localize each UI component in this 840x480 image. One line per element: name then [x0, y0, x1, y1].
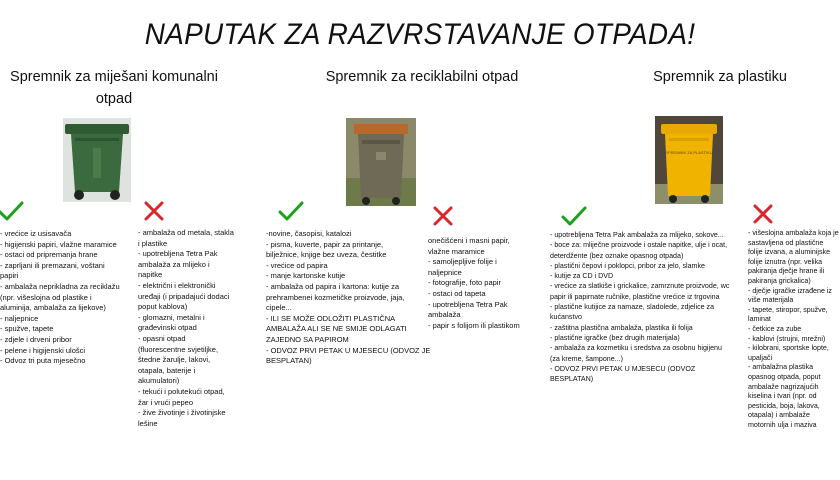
list-item: - opasni otpad	[138, 333, 186, 343]
list-item: - boce za: mliječne proizvode i ostale napitke, ulje i ocat,	[550, 241, 728, 250]
list-item: - električni i elektronički	[138, 280, 216, 290]
green-waste-bin-image	[63, 118, 131, 202]
list-item: - kutije za CD i DVD	[550, 272, 614, 281]
list-item: prehrambenei kozmetičke proizvode, jaja,	[266, 292, 405, 302]
page-title: NAPUTAK ZA RAZVRSTAVANJE OTPADA!	[144, 18, 696, 51]
list-item: -novine, časopisi, katalozi	[266, 229, 352, 238]
list-item: kućanstvo	[550, 313, 582, 322]
list-item: - vrećice od papira	[266, 260, 328, 270]
list-item: - higijenski papiri, vlažne maramice	[0, 239, 117, 249]
list-item: folije izvana, a aluminijske	[748, 248, 831, 257]
list-item: deterdžente (bez oznake opasnog otpada)	[550, 251, 684, 260]
heading-mixed-waste-line1: Spremnik za miješani komunalni	[10, 69, 218, 85]
plastic-allowed-list	[550, 230, 748, 384]
list-item: žar i vrući pepeo	[138, 397, 194, 407]
list-item: - upotrebljena Tetra Pak	[428, 299, 508, 309]
list-item: - ostaci od tapeta	[428, 288, 486, 298]
allowed-check-icon-plastic	[561, 205, 587, 227]
list-item: otapala, baterije i	[138, 365, 196, 375]
list-item: - zaprljani ili premazani, voštani	[0, 260, 105, 270]
list-item: upaljači	[748, 353, 773, 362]
list-item: - fotografije, foto papir	[428, 278, 501, 288]
list-item: cipele...	[266, 303, 292, 313]
list-item: - glomazni, metalni i	[138, 312, 205, 322]
list-item: - ILI SE MOŽE ODLOŽITI PLASTIČNA	[266, 313, 396, 323]
list-item: papiri	[0, 271, 19, 281]
list-item: - ambalaža od metala, stakla	[138, 228, 234, 237]
bin-label: SPREMNIK ZA PLASTIKU	[665, 150, 713, 155]
list-item: - ambalaža neprikladna za reciklažu	[0, 281, 120, 291]
list-item: motornih ulja i maziva	[748, 420, 817, 429]
list-item: pakiranja grickalica)	[748, 276, 811, 285]
list-item: folije iznutra (npr. velika	[748, 257, 823, 266]
recyclable-allowed-list	[266, 229, 432, 367]
list-item: - plastični čepovi i poklopci, pribor za jelo, slamke	[550, 261, 705, 270]
recycling-waste-bin-image	[346, 118, 416, 206]
heading-mixed-waste	[0, 66, 228, 110]
list-item: više materijala	[748, 296, 794, 305]
list-item: bilježnice, knjige bez uveza, čestitke	[266, 250, 387, 260]
allowed-check-icon-recyclable	[278, 200, 304, 222]
forbidden-cross-icon-mixed	[143, 200, 165, 222]
list-item: papir ili papirnate ručnike, plastične vrećice iz trgovina	[550, 292, 720, 301]
yellow-plastic-bin-image	[655, 116, 723, 204]
list-item: poput kablova)	[138, 302, 188, 312]
heading-plastic-waste: Spremnik za plastiku	[653, 69, 787, 85]
list-item: - ambalažna plastika	[748, 363, 814, 372]
list-item: BESPLATAN)	[550, 375, 594, 384]
list-item: aluminija, ambalaža za lijekove)	[0, 303, 106, 313]
list-item: - upotrebljena Tetra Pak	[138, 249, 218, 259]
list-item: - manje kartonske kutije	[266, 271, 346, 281]
list-item: štedne žarulje, lakovi,	[138, 355, 211, 365]
list-item: pesticida, boja, lakova,	[748, 401, 820, 410]
list-item: - ODVOZ PRVI PETAK U MJESECU (ODVOZ JE	[266, 345, 431, 355]
list-item: - zdjele i drveni pribor	[0, 334, 72, 344]
list-item: - plastične igračke (bez drugih materijala)	[550, 333, 680, 342]
list-item: sastavljena od plastične	[748, 238, 824, 247]
list-item: laminat	[748, 315, 771, 324]
recyclable-forbidden-list	[428, 236, 548, 331]
list-item: - višeslojna ambalaža koja je	[748, 229, 839, 237]
list-item: akumulatori)	[138, 376, 180, 386]
list-item: (fluorescentne svjetiljke,	[138, 344, 219, 354]
list-item: ZAJEDNO SA PAPIROM	[266, 334, 349, 344]
list-item: - kilobrani, sportske lopte,	[748, 344, 829, 353]
list-item: - plastične kutijice za namaze, sladolede, zdjelice za	[550, 303, 715, 312]
list-item: - naljepnice	[0, 313, 39, 323]
heading-recyclable-waste: Spremnik za reciklabilni otpad	[325, 69, 519, 85]
list-item: vlažne maramice	[428, 246, 485, 256]
list-item: - žive životinje i životinjske	[138, 408, 226, 418]
list-item: ambalaža	[428, 310, 461, 320]
allowed-check-icon-mixed	[0, 200, 24, 222]
list-item: lešine	[138, 418, 158, 428]
list-item: - dječje igračke izrađene iz	[748, 286, 832, 295]
list-item: otapala) i ambalaže	[748, 411, 810, 420]
list-item: ambalaže nagrizajućih	[748, 382, 819, 391]
list-item: - papir s folijom ili plastikom	[428, 320, 520, 330]
list-item: AMBALAŽA ALI SE NE SMIJE ODLAGATI	[266, 324, 407, 334]
plastic-forbidden-list	[748, 229, 840, 430]
list-item: - samoljepljive folije i	[428, 257, 497, 267]
list-item: - tapete, stiropor, spužve,	[748, 305, 828, 314]
list-item: (za kreme, šampone...)	[550, 354, 623, 363]
list-item: - ostaci od pripremanja hrane	[0, 250, 98, 260]
list-item: napitke	[138, 270, 163, 280]
list-item: i plastike	[138, 238, 168, 248]
forbidden-cross-icon-plastic	[752, 203, 774, 225]
list-item: - tekući i polutekući otpad,	[138, 386, 225, 396]
list-item: - četkice za zube	[748, 324, 802, 333]
list-item: - ODVOZ PRVI PETAK U MJESECU (ODVOZ	[550, 364, 696, 373]
list-item: (npr. višeslojna od plastike i	[0, 292, 92, 302]
list-item: pakiranja dječje hrane ili	[748, 267, 825, 276]
list-item: onečišćeni i masni papir,	[428, 236, 510, 245]
list-item: - pisma, kuverte, papir za printanje,	[266, 239, 384, 249]
list-item: - spužve, tapete	[0, 324, 54, 334]
list-item: - zaštitna plastična ambalaža, plastika ili folija	[550, 323, 693, 332]
list-item: naljepnice	[428, 267, 462, 277]
list-item: opasnog otpada, poput	[748, 372, 821, 381]
list-item: - kablovi (strujni, mrežni)	[748, 334, 826, 343]
list-item: - Odvoz tri puta mjesečno	[0, 356, 86, 366]
list-item: ambalaža za mlijeko i	[138, 259, 210, 269]
heading-mixed-waste-line2: otpad	[95, 91, 133, 107]
list-item: građevinski otpad	[138, 323, 197, 333]
list-item: uređaji (i pripadajući dodaci	[138, 291, 230, 301]
mixed-forbidden-list	[138, 228, 260, 429]
list-item: - pelene i higijenski ulošci	[0, 345, 86, 355]
list-item: kiselina i tvari (npr. od	[748, 392, 817, 401]
forbidden-cross-icon-recyclable	[432, 205, 454, 227]
list-item: - ambalaža za kozmetiku i sredstva za osobnu higijenu	[550, 344, 722, 353]
list-item: BESPLATAN)	[266, 356, 312, 366]
mixed-allowed-list	[0, 229, 138, 367]
list-item: - ambalaža od papira i kartona: kutije za	[266, 281, 399, 291]
list-item: - vrećice za slatkiše i grickalice, zamrznute proizvode, wc	[550, 282, 730, 291]
list-item: - upotrebljena Tetra Pak ambalaža za mlijeko, sokove...	[550, 231, 724, 239]
list-item: - vrećice iz usisavača	[0, 229, 72, 238]
